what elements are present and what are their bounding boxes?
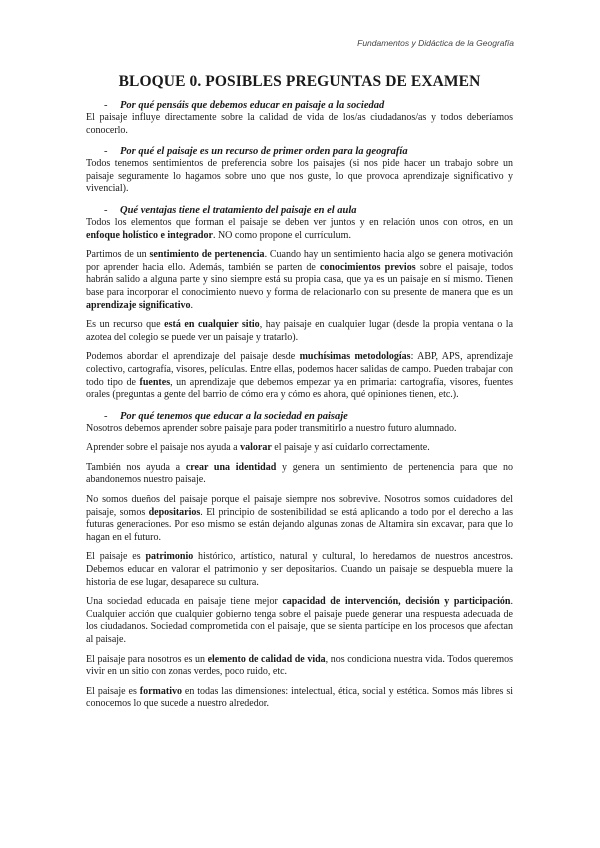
bold-text: crear una identidad <box>185 461 277 473</box>
bold-text: sentimiento de pertenencia <box>149 249 265 261</box>
paragraph-text: : ABP, APS, aprendizaje colectivo, cartografía, visores, películas. Entre ellas, podemos hacer salidas de campo. Pueden trabajar con todo tipo de <box>86 351 513 388</box>
body-paragraph <box>86 249 513 312</box>
paragraph-text: Partimos de un <box>86 249 150 261</box>
paragraph-text: histórico, artístico, natural y cultural, lo heredamos de nuestros ancestros. Debemos educar en valorar el patrimonio y ser depositarios. Cuando un paisaje se despuebla muere la historia de ese lugar, desaparece su cultura. <box>86 551 513 588</box>
body-paragraph <box>86 112 513 137</box>
page-title: BLOQUE 0. POSIBLES PREGUNTAS DE EXAMEN <box>118 73 481 90</box>
bold-text: está en cualquier sitio <box>164 319 260 331</box>
bold-text: valorar <box>240 442 272 454</box>
paragraph-text: . <box>190 299 194 311</box>
body-paragraph <box>86 319 513 344</box>
body-paragraph <box>86 423 513 436</box>
section-question-text: Qué ventajas tiene el tratamiento del paisaje en el aula <box>120 204 357 216</box>
section-question-text: Por qué tenemos que educar a la sociedad en paisaje <box>120 410 348 422</box>
bold-text: patrimonio <box>145 551 194 563</box>
paragraph-text: . NO como propone el currículum. <box>212 229 351 241</box>
paragraph-text: el paisaje y así cuidarlo correctamente. <box>271 442 430 454</box>
paragraph-text: El paisaje influye directamente sobre la calidad de vida de los/as ciudadanos/as y todos deberíamos conocerlo. <box>86 112 513 136</box>
paragraph-text: Podemos abordar el aprendizaje del paisaje desde <box>86 351 300 363</box>
paragraph-text: . El principio de sostenibilidad se está aplicando a todo por el derecho a las futuras generaciones. Por eso mismo se están dejando algunas zonas de Altamira sin excavar, para que lo hagan en el futuro. <box>86 506 514 543</box>
section-question <box>86 145 513 158</box>
section-question-text: Por qué pensáis que debemos educar en paisaje a la sociedad <box>120 100 385 111</box>
bold-text: formativo <box>139 685 182 697</box>
list-dash: - <box>104 146 108 158</box>
body-paragraph <box>86 217 513 242</box>
paragraph-text: , hay paisaje en cualquier lugar (desde la propia ventana o la azotea del colegio se puede ver un paisaje y tratarlo). <box>86 319 514 343</box>
body-paragraph <box>86 158 513 196</box>
bold-text: enfoque holístico e integrador <box>86 229 213 241</box>
paragraph-text: . Cuando hay un sentimiento hacia algo se genera motivación por aprender hacia ello. Además, también se parten de <box>86 249 513 273</box>
list-dash: - <box>104 100 108 111</box>
body-paragraph <box>86 462 513 487</box>
paragraph-text: sobre el paisaje, todos habrán salido a alguna parte y sino siempre está su propia casa, que ya es un paisaje en sí mismo. Tienen base para incorporar el conocimiento nuevo y forma de relacionarlo con su presente de manera que es un <box>86 261 514 298</box>
running-header: Fundamentos y Didáctica de la Geografía <box>357 38 514 48</box>
body-paragraph <box>86 686 513 711</box>
list-dash: - <box>104 410 108 422</box>
body-paragraph <box>86 494 513 544</box>
paragraph-text: También nos ayuda a <box>86 461 186 473</box>
body-paragraph <box>86 351 513 401</box>
document-body <box>86 99 513 711</box>
list-dash: - <box>104 204 108 216</box>
bold-text: muchísimas metodologías <box>299 351 411 363</box>
bold-text: fuentes <box>139 376 171 388</box>
paragraph-text: No somos dueños del paisaje porque el paisaje siempre nos sobrevive. Nosotros somos cuidadores del paisaje, somos <box>86 494 513 518</box>
section-question <box>86 99 513 112</box>
section-question <box>86 204 513 217</box>
paragraph-text: Nosotros debemos aprender sobre paisaje para poder transmitirlo a nuestro futuro alumnado. <box>86 422 457 434</box>
bold-text: capacidad de intervención, decisión y participación <box>282 596 511 608</box>
paragraph-text: . Cualquier acción que cualquier gobierno tenga sobre el paisaje puede generar una respuesta adecuada de los ciudadanos. Sociedad comprometida con el paisaje, que se sienta partícipe en los procesos que afectan al paisaje. <box>86 596 513 645</box>
section-question-text: Por qué el paisaje es un recurso de primer orden para la geografía <box>120 146 408 158</box>
body-paragraph <box>86 654 513 679</box>
paragraph-text: en todas las dimensiones: intelectual, ética, social y estética. Somos más libres si conocemos lo que sucede a nuestro alrededor. <box>86 685 513 710</box>
paragraph-text: y genera un sentimiento de pertenencia para que no abandonemos nuestro paisaje. <box>86 461 514 486</box>
paragraph-text: Una sociedad educada en paisaje tiene mejor <box>86 596 283 608</box>
bold-text: elemento de calidad de vida <box>207 653 326 665</box>
paragraph-text: El paisaje es <box>86 551 146 563</box>
paragraph-text: Aprender sobre el paisaje nos ayuda a <box>86 442 241 454</box>
paragraph-text: Todos los elementos que forman el paisaje se deben ver juntos y en relación unos con otros, en un <box>86 216 513 228</box>
bold-text: aprendizaje significativo <box>86 299 191 311</box>
body-paragraph <box>86 596 513 646</box>
bold-text: conocimientos previos <box>319 261 416 273</box>
paragraph-text: Es un recurso que <box>86 319 165 331</box>
paragraph-text: Todos tenemos sentimientos de preferencia sobre los paisajes (si nos pide hacer un trabajo sobre un paisaje seguramente lo hagamos sobre uno que nos guste, lo que provoca aprendizaje significativo y vivencial). <box>86 158 513 195</box>
paragraph-text: El paisaje para nosotros es un <box>86 653 208 665</box>
paragraph-text: El paisaje es <box>86 685 140 697</box>
paragraph-text: , un aprendizaje que debemos empezar ya en primaria: cartografía, visores, fuentes orales (preguntas a gente del barrio de cómo era y cómo es ahora, qué opiniones tienen, etc.). <box>86 376 513 401</box>
bold-text: depositarios <box>148 506 201 518</box>
paragraph-text: , nos condiciona nuestra vida. Todos queremos vivir en un sitio con zonas verdes, poco ruido, etc. <box>86 653 513 678</box>
body-paragraph <box>86 442 513 455</box>
body-paragraph <box>86 551 513 589</box>
section-question <box>86 410 513 423</box>
